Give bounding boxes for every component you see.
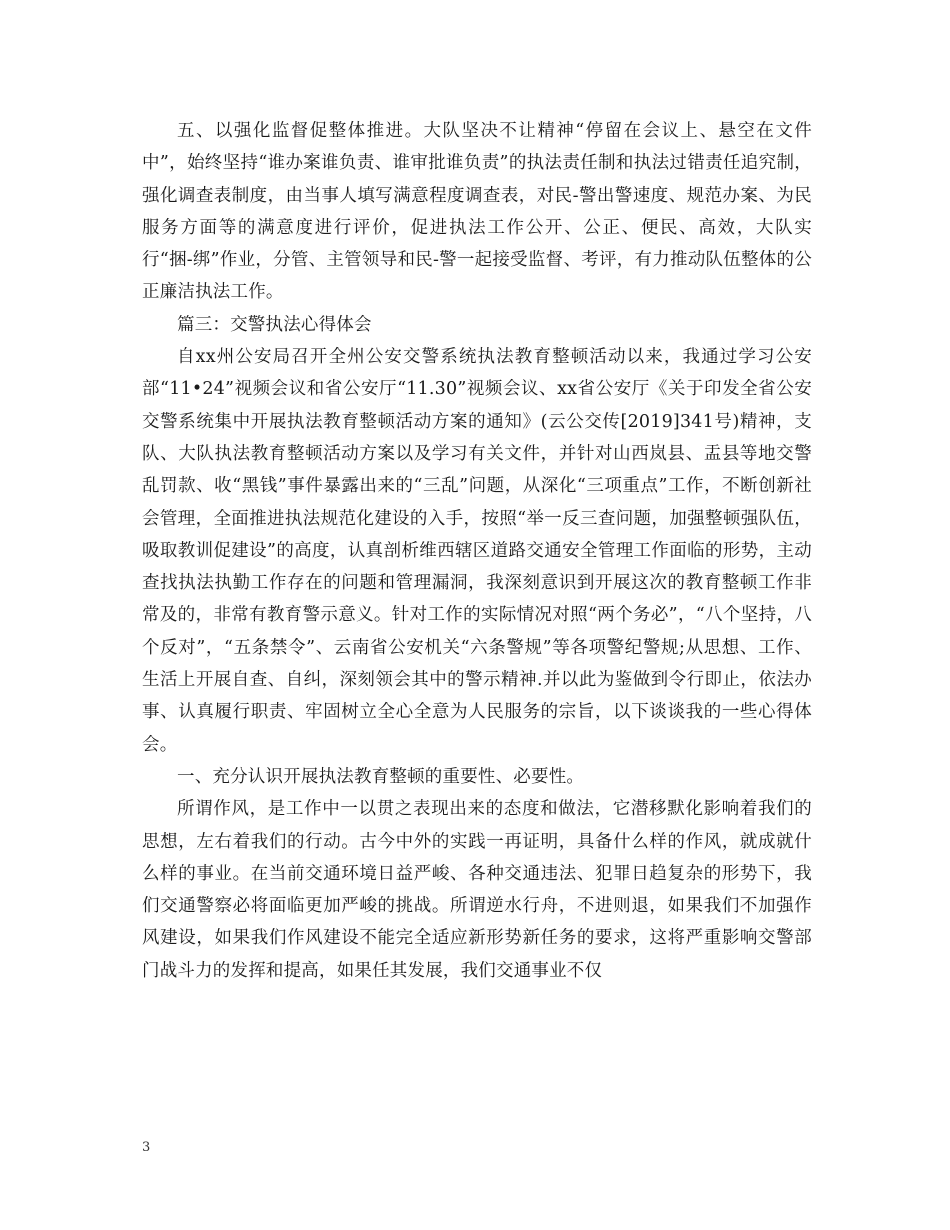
paragraph-introduction: 自xx州公安局召开全州公安交警系统执法教育整顿活动以来，我通过学习公安部“11•24”视频会议和省公安厅“11.30”视频会议、xx省公安厅《关于印发全省公安交警系统集中开展执法教育整顿活动方案的通知》(云公交传[2019]341号)精神，支队、大队执法教育整顿活动方案以及学习有关文件，并针对山西岚县、盂县等地交警乱罚款、收“黑钱”事件暴露出来的“三乱”问题，从深化“三项重点”工作，不断创新社会管理，全面推进执法规范化建设的入手，按照“举一反三查问题，加强整顿强队伍，吸取教训促建设”的高度，认真剖析维西辖区道路交通安全管理工作面临的形势，主动查找执法执勤工作存在的问题和管理漏洞，我深刻意识到开展这次的教育整顿工作非常及的，非常有教育警示意义。针对工作的实际情况对照“两个务必”，“八个坚持，八个反对”，“五条禁令”、云南省公安机关“六条警规”等各项警纪警规;从思想、工作、生活上开展自查、自纠，深刻领会其中的警示精神.并以此为鉴做到令行即止，依法办事、认真履行职责、牢固树立全心全意为人民服务的宗旨，以下谈谈我的一些心得体会。 (142, 347, 812, 755)
page-number: 3 (142, 1140, 151, 1155)
document-body (142, 115, 812, 987)
paragraph-supervision: 五、以强化监督促整体推进。大队坚决不让精神“停留在会议上、悬空在文件中”，始终坚持“谁办案谁负责、谁审批谁负责”的执法责任制和执法过错责任追究制，强化调查表制度，由当事人填写满意程度调查表，对民-警出警速度、规范办案、为民服务方面等的满意度进行评价，促进执法工作公开、公正、便民、高效，大队实行“捆-绑”作业，分管、主管领导和民-警一起接受监督、考评，有力推动队伍整体的公正廉洁执法工作。 (142, 121, 812, 303)
paragraph-work-style: 所谓作风，是工作中一以贯之表现出来的态度和做法，它潜移默化影响着我们的思想，左右着我们的行动。古今中外的实践一再证明，具备什么样的作风，就成就什么样的事业。在当前交通环境日益严峻、各种交通违法、犯罪日趋复杂的形势下，我们交通警察必将面临更加严峻的挑战。所谓逆水行舟，不进则退，如果我们不加强作风建设，如果我们作风建设不能完全适应新形势新任务的要求，这将严重影响交警部门战斗力的发挥和提高，如果任其发展，我们交通事业不仅 (142, 799, 812, 981)
section-heading-part-three: 篇三：交警执法心得体会 (177, 314, 372, 335)
subheading-importance: 一、充分认识开展执法教育整顿的重要性、必要性。 (177, 766, 585, 787)
